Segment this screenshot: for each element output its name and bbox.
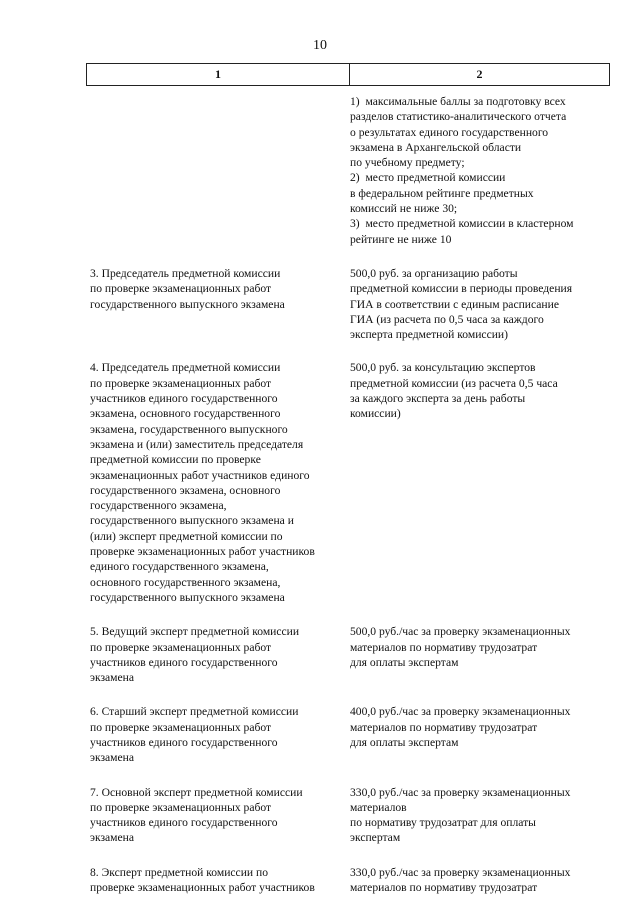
text-line: по проверке экзаменационных работ: [90, 640, 272, 654]
position-cell: [90, 94, 350, 247]
table-row: [90, 360, 610, 605]
text-line: материалов по нормативу трудозатрат: [350, 640, 538, 654]
position-cell: [90, 266, 350, 342]
table-row: [90, 94, 610, 247]
text-line: разделов статистико-аналитического отчета: [350, 110, 567, 124]
text-line: участников единого государственного: [90, 655, 278, 669]
text-line: 3) место предметной комиссии в кластерном: [350, 217, 574, 231]
table-row: [90, 266, 610, 342]
payment-cell: [350, 865, 610, 896]
text-line: участников единого государственного: [90, 392, 278, 406]
text-line: предметной комиссии по проверке: [90, 453, 261, 467]
payment-cell: [350, 624, 610, 685]
text-line: комиссий не ниже 30;: [350, 202, 458, 216]
text-line: экзамена: [90, 751, 135, 765]
text-line: основного государственного экзамена,: [90, 575, 281, 589]
text-line: по проверке экзаменационных работ: [90, 282, 272, 296]
text-line: экзамена: [90, 831, 135, 845]
text-line: рейтинге не ниже 10: [350, 232, 452, 246]
text-line: по проверке экзаменационных работ: [90, 376, 272, 390]
text-line: экзаменационных работ участников единого: [90, 468, 310, 482]
text-line: материалов по нормативу трудозатрат: [350, 720, 538, 734]
text-line: экспертам: [350, 831, 401, 845]
text-line: 7. Основной эксперт предметной комиссии: [90, 785, 303, 799]
text-line: 330,0 руб./час за проверку экзаменационных: [350, 865, 571, 879]
text-line: проверке экзаменационных работ участников: [90, 545, 315, 559]
payment-cell: [350, 360, 610, 605]
text-line: 1) максимальные баллы за подготовку всех: [350, 95, 566, 108]
position-cell: [90, 360, 350, 605]
position-cell: [90, 624, 350, 685]
text-line: государственного экзамена,: [90, 499, 227, 513]
table-header: [86, 63, 610, 86]
text-line: предметной комиссии в периоды проведения: [350, 282, 573, 296]
text-line: 8. Эксперт предметной комиссии по: [90, 865, 269, 879]
text-line: 5. Ведущий эксперт предметной комиссии: [90, 625, 300, 639]
text-line: эксперта предметной комиссии): [350, 328, 508, 342]
payment-cell: [350, 704, 610, 765]
text-line: материалов: [350, 800, 407, 814]
text-line: предметной комиссии (из расчета 0,5 часа: [350, 376, 558, 390]
text-line: 500,0 руб. за организацию работы: [350, 266, 518, 280]
position-cell: [90, 785, 350, 846]
text-line: государственного выпускного экзамена и: [90, 514, 294, 528]
text-line: материалов по нормативу трудозатрат: [350, 881, 538, 895]
table-row: [90, 624, 610, 685]
text-line: по проверке экзаменационных работ: [90, 720, 272, 734]
text-line: единого государственного экзамена,: [90, 560, 269, 574]
text-line: 330,0 руб./час за проверку экзаменационных: [350, 785, 571, 799]
payment-cell: [350, 785, 610, 846]
payment-cell: [350, 94, 610, 247]
text-line: экзамена в Архангельской области: [350, 140, 522, 154]
text-line: ГИА (из расчета по 0,5 часа за каждого: [350, 312, 544, 326]
text-line: ГИА в соответствии с единым расписание: [350, 297, 559, 311]
position-cell: [90, 704, 350, 765]
text-line: экзамена, основного государственного: [90, 407, 281, 421]
text-line: государственного выпускного экзамена: [90, 590, 285, 604]
text-line: участников единого государственного: [90, 816, 278, 830]
text-line: экзамена и (или) заместитель председателя: [90, 437, 304, 451]
position-cell: [90, 865, 350, 896]
text-line: в федеральном рейтинге предметных: [350, 186, 534, 200]
text-line: 2) место предметной комиссии: [350, 171, 506, 185]
text-line: для оплаты экспертам: [350, 735, 459, 749]
text-line: о результатах единого государственного: [350, 125, 549, 139]
table-row: [90, 865, 610, 896]
text-line: для оплаты экспертам: [350, 655, 459, 669]
page-number: 10: [313, 38, 327, 53]
text-line: экзамена: [90, 671, 135, 685]
text-line: 400,0 руб./час за проверку экзаменационных: [350, 705, 571, 719]
table-row: [90, 785, 610, 846]
payment-cell: [350, 266, 610, 342]
text-line: за каждого эксперта за день работы: [350, 392, 526, 406]
header-column-2: 2: [476, 67, 483, 81]
text-line: (или) эксперт предметной комиссии по: [90, 529, 283, 543]
text-line: проверке экзаменационных работ участников: [90, 881, 315, 895]
header-column-1: 1: [87, 64, 350, 85]
table-row: [90, 704, 610, 765]
text-line: по учебному предмету;: [350, 156, 465, 170]
text-line: государственного выпускного экзамена: [90, 297, 285, 311]
text-line: экзамена, государственного выпускного: [90, 422, 288, 436]
text-line: 500,0 руб. за консультацию экспертов: [350, 361, 536, 375]
text-line: комиссии): [350, 407, 401, 421]
text-line: по нормативу трудозатрат для оплаты: [350, 816, 536, 830]
text-line: 4. Председатель предметной комиссии: [90, 361, 281, 375]
text-line: государственного экзамена, основного: [90, 483, 281, 497]
text-line: 3. Председатель предметной комиссии: [90, 266, 281, 280]
table-body: [90, 94, 610, 895]
text-line: 6. Старший эксперт предметной комиссии: [90, 705, 299, 719]
text-line: по проверке экзаменационных работ: [90, 800, 272, 814]
text-line: участников единого государственного: [90, 735, 278, 749]
text-line: 500,0 руб./час за проверку экзаменационных: [350, 625, 571, 639]
